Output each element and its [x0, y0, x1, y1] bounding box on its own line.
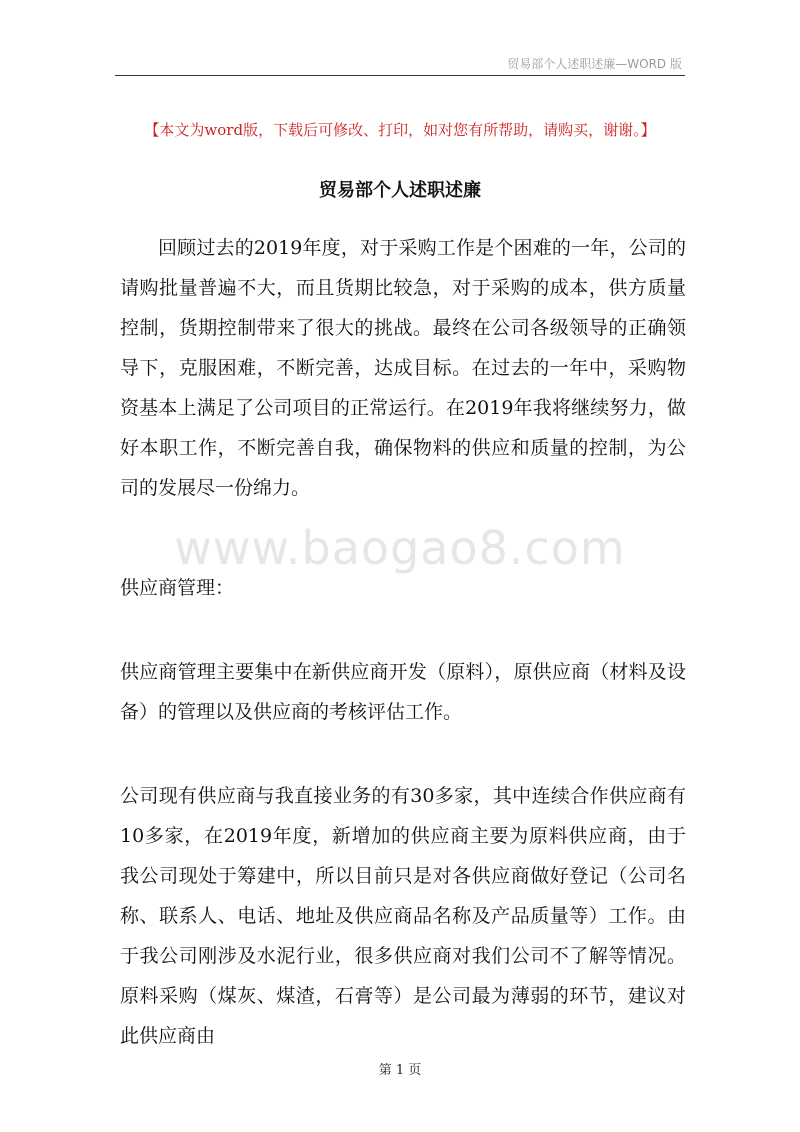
header-divider	[115, 75, 685, 76]
document-title: 贸易部个人述职述廉	[319, 180, 481, 201]
purchase-notice: 【本文为word版，下载后可修改、打印，如对您有所帮助，请购买，谢谢。】	[144, 121, 656, 139]
running-header: 贸易部个人述职述廉—WORD 版	[507, 57, 682, 71]
paragraph-supplier-status: 公司现有供应商与我直接业务的有30多家，其中连续合作供应商有10多家，在2019年度，新增加的供应商主要为原料供应商，由于我公司现处于筹建中，所以目前只是对各供应商做好登记（公司名称、联系人、电话、地址及供应商品名称及产品质量等）工作。由于我公司刚涉及水泥行业，很多供应商对我们公司不了解等情况。原料采购（煤灰、煤渣，石膏等）是公司最为薄弱的环节，建议对此供应商由	[120, 785, 686, 1047]
paragraph-review: 回顾过去的2019年度，对于采购工作是个困难的一年，公司的请购批量普遍不大，而且货期比较急，对于采购的成本，供方质量控制，货期控制带来了很大的挑战。最终在公司各级领导的正确领导下，克服困难，不断完善，达成目标。在过去的一年中，采购物资基本上满足了公司项目的正常运行。在2019年我将继续努力，做好本职工作，不断完善自我，确保物料的供应和质量的控制，为公司的发展尽一份绵力。	[120, 237, 686, 499]
page-number: 第 1 页	[378, 1063, 422, 1078]
section-heading-supplier-management: 供应商管理：	[120, 577, 235, 599]
watermark: www.baogao8.com	[174, 521, 626, 575]
paragraph-supplier-scope: 供应商管理主要集中在新供应商开发（原料），原供应商（材料及设备）的管理以及供应商的考核评估工作。	[120, 661, 686, 723]
